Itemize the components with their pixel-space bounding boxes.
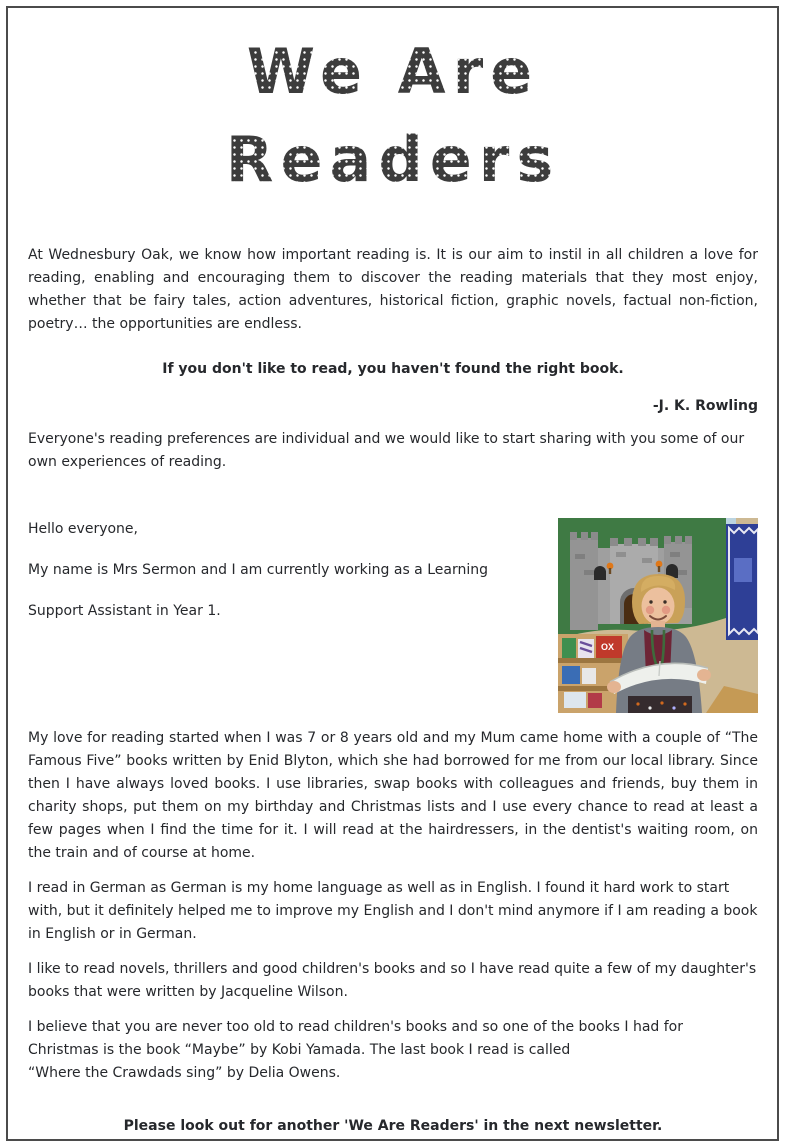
quote-attribution: -J. K. Rowling (652, 398, 758, 414)
footer-line: Please look out for another 'We Are Readers' in the next newsletter. (123, 1118, 663, 1134)
story-paragraph: My love for reading started when I was 7 or 8 years old and my Mum came home with a couple of “The Famous Five” books written by Enid Blyton, which she had borrowed for me from our local library. Since then I have always loved books. I use libraries, swap books with colleagues and friends, buy them in charity shops, put them on my birthday and Christmas lists and I use every chance to read at least a few pages when I find the time for it. I will read at the hairdressers, in the dentist's waiting room, on the train and of course at home. (28, 730, 758, 861)
german-paragraph: I read in German as German is my home language as well as in English. I found it hard work to start with, but it definitely helped me to improve my English and I don't mind anymore if I am reading a book in English or in German. (28, 880, 758, 942)
sharing-paragraph: Everyone's reading preferences are individual and we would like to start sharing with you some of our own experiences of reading. (28, 431, 745, 470)
photo-section (28, 518, 758, 719)
self-intro-line-1: My name is Mrs Sermon and I am currently working as a Learning (28, 562, 488, 578)
yamada-paragraph-line-1: I believe that you are never too old to read children's books and so one of the books I had for Christmas is the book “Maybe” by Kobi Yamada. The last book I read is called (28, 1019, 683, 1058)
title-line-1: We Are (28, 28, 758, 116)
photo-mrs-sermon (558, 518, 758, 713)
wilson-paragraph: I like to read novels, thrillers and good children's books and so I have read quite a few of my daughter's books that were written by Jacqueline Wilson. (28, 961, 757, 1000)
page-title (28, 28, 758, 204)
self-intro-line-2: Support Assistant in Year 1. (28, 603, 221, 619)
yamada-paragraph-line-2: “Where the Crawdads sing” by Delia Owens. (28, 1065, 341, 1081)
intro-paragraph: At Wednesbury Oak, we know how important reading is. It is our aim to instil in all children a love for reading, enabling and encouraging them to discover the reading materials that they most enjoy, whether that be fairy tales, action adventures, historical fiction, graphic novels, factual non-fiction, poetry… the opportunities are endless. (28, 247, 758, 332)
svg-text:OX: OX (601, 642, 615, 652)
page-content (0, 28, 786, 1138)
photo-illustration (558, 518, 758, 713)
title-line-2: Readers (28, 116, 758, 204)
quote: If you don't like to read, you haven't found the right book. (162, 361, 624, 377)
greeting-line: Hello everyone, (28, 521, 138, 537)
